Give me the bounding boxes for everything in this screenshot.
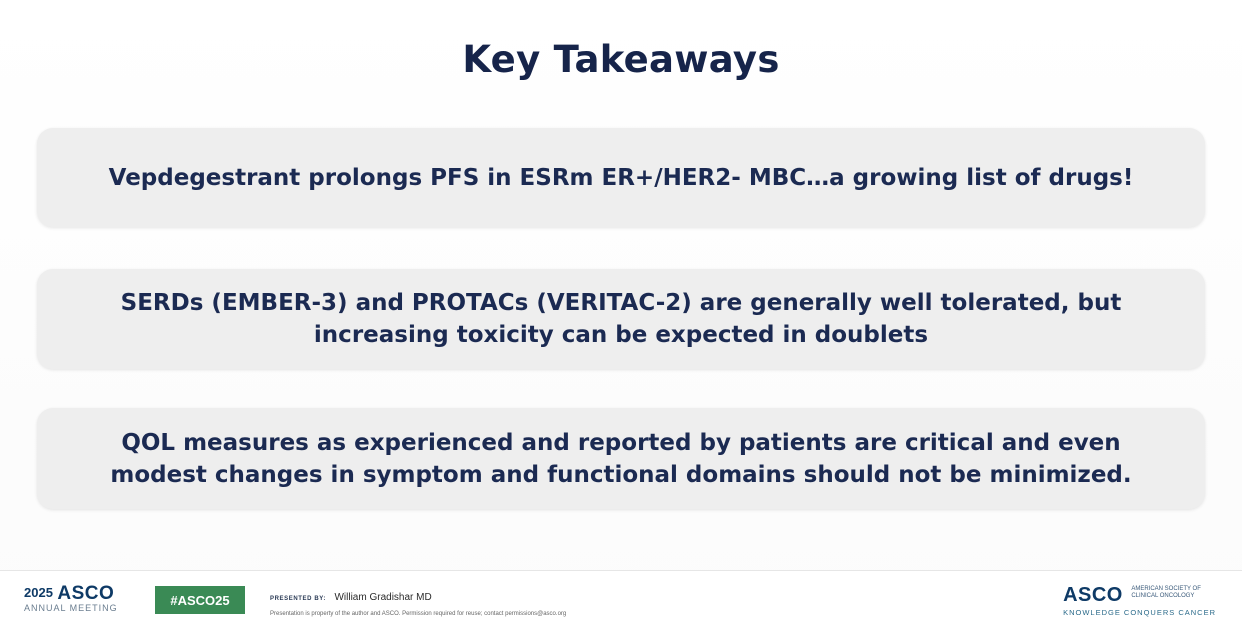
presented-by-label: PRESENTED BY: <box>270 596 327 602</box>
permission-note: Presentation is property of the author and ASCO. Permission required for reuse; contact permissions@asco.org <box>270 611 567 617</box>
takeaway-3-line-1: QOL measures as experienced and reported by patients are critical and even <box>121 429 1121 456</box>
slide-title: Key Takeaways <box>462 38 780 81</box>
asco-logo <box>1063 584 1216 617</box>
takeaway-box-2 <box>37 269 1205 369</box>
asco-logo-society: AMERICAN SOCIETY OF CLINICAL ONCOLOGY <box>1131 586 1201 599</box>
meeting-brand: ASCO <box>57 583 115 604</box>
takeaway-3-line-2: modest changes in symptom and functional domains should not be minimized. <box>110 461 1132 488</box>
annual-meeting-logo <box>24 583 118 613</box>
takeaway-1-line-1: Vepdegestrant prolongs PFS in ESRm ER+/HER2- MBC…a growing list of drugs! <box>108 164 1134 191</box>
hashtag-badge: #ASCO25 <box>155 586 245 614</box>
takeaway-2-line-2: increasing toxicity can be expected in doublets <box>313 322 929 348</box>
presenter-name: William Gradishar MD <box>334 592 432 603</box>
slide-footer <box>0 570 1242 630</box>
presenter-info <box>270 587 566 617</box>
takeaway-box-3 <box>37 408 1205 509</box>
takeaway-box-1 <box>37 128 1205 227</box>
meeting-subtitle: ANNUAL MEETING <box>24 603 118 613</box>
meeting-year: 2025 <box>24 585 53 600</box>
asco-logo-brand: ASCO <box>1063 584 1123 606</box>
asco-logo-tagline: KNOWLEDGE CONQUERS CANCER <box>1063 608 1216 617</box>
takeaway-2-line-1: SERDs (EMBER-3) and PROTACs (VERITAC-2) are generally well tolerated, but <box>120 290 1122 316</box>
